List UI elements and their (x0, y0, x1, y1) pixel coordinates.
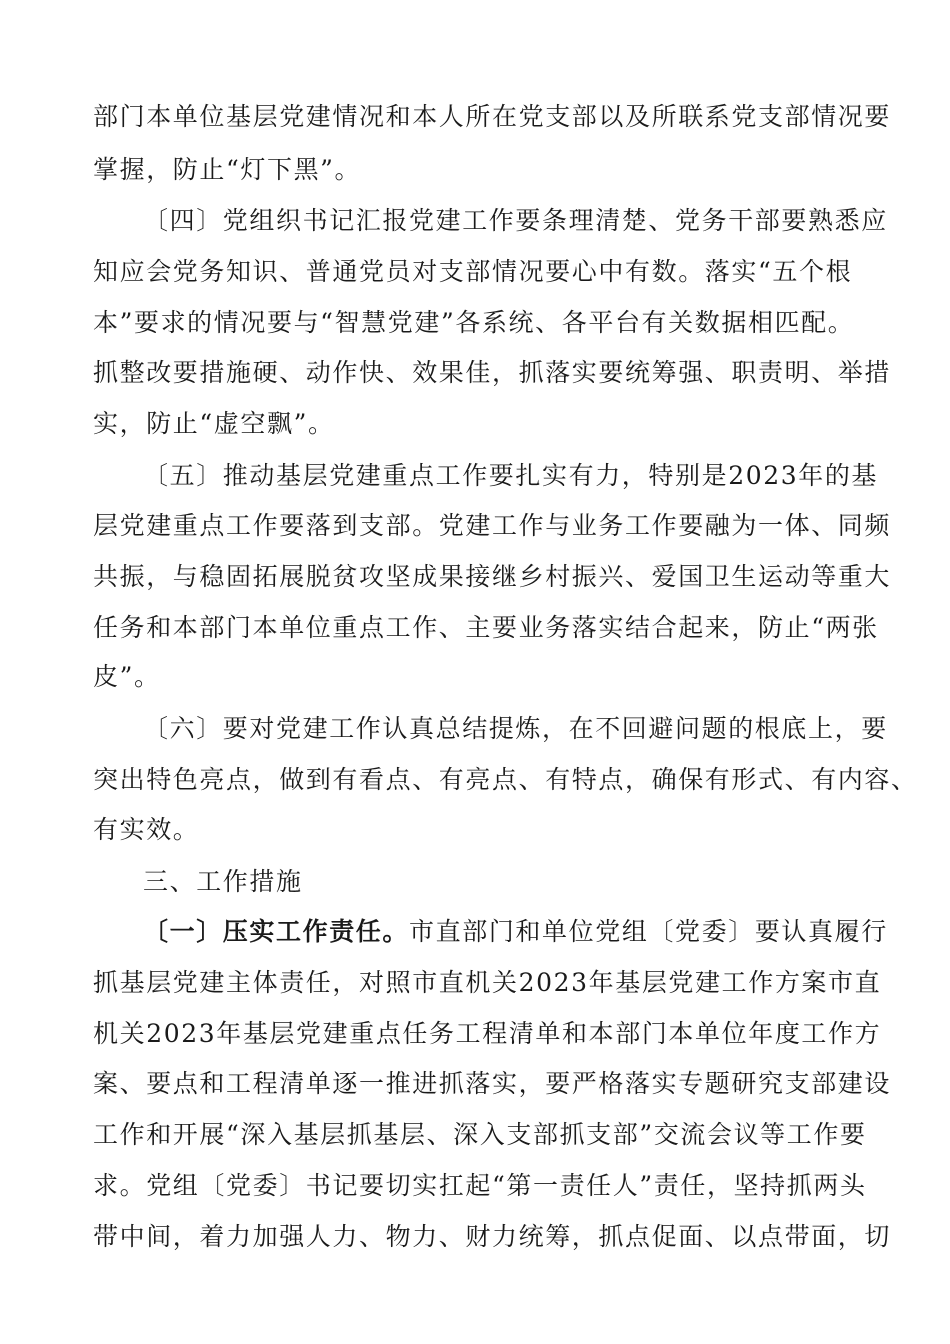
paragraph-line: 〔四〕党组织书记汇报党建工作要条理清楚、党务干部要熟悉应 (143, 206, 888, 235)
paragraph-line: 求。党组〔党委〕书记要切实扛起“第一责任人”责任，坚持抓两头 (93, 1171, 867, 1200)
paragraph-line: 〔五〕推动基层党建重点工作要扎实有力，特别是2023年的基 (143, 461, 879, 490)
paragraph-line: 机关2023年基层党建重点任务工程清单和本部门本单位年度工作方 (93, 1019, 882, 1048)
paragraph-line: 突出特色亮点，做到有看点、有亮点、有特点，确保有形式、有内容、 (93, 765, 918, 794)
paragraph-line (143, 912, 888, 952)
paragraph-line: 掌握，防止“灯下黑”。 (93, 155, 362, 184)
paragraph-line: 抓基层党建主体责任，对照市直机关2023年基层党建工作方案市直 (93, 968, 882, 997)
paragraph-line: 知应会党务知识、普通党员对支部情况要心中有数。落实“五个根 (93, 257, 853, 286)
paragraph-line: 案、要点和工程清单逐一推进抓落实，要严格落实专题研究支部建设 (93, 1069, 892, 1098)
section-heading: 三、工作措施 (143, 867, 303, 896)
paragraph-line: 本”要求的情况要与“智慧党建”各系统、各平台有关数据相匹配。 (93, 308, 855, 337)
paragraph-line: 实，防止“虚空飘”。 (93, 409, 335, 438)
paragraph-line: 工作和开展“深入基层抓基层、深入支部抓支部”交流会议等工作要 (93, 1120, 867, 1149)
paragraph-line: 有实效。 (93, 815, 200, 844)
paragraph-line: 部门本单位基层党建情况和本人所在党支部以及所联系党支部情况要 (93, 102, 892, 131)
subsection-title: 〔一〕压实工作责任。 (143, 917, 410, 946)
paragraph-line: 任务和本部门本单位重点工作、主要业务落实结合起来，防止“两张 (93, 613, 879, 642)
paragraph-line: 带中间，着力加强人力、物力、财力统筹，抓点促面、以点带面，切 (93, 1222, 892, 1251)
paragraph-text: 市直部门和单位党组〔党委〕要认真履行 (409, 917, 888, 946)
paragraph-line: 抓整改要措施硬、动作快、效果佳，抓落实要统筹强、职责明、举措 (93, 358, 892, 387)
paragraph-line: 皮”。 (93, 662, 161, 691)
paragraph-line: 层党建重点工作要落到支部。党建工作与业务工作要融为一体、同频 (93, 511, 892, 540)
paragraph-line: 〔六〕要对党建工作认真总结提炼，在不回避问题的根底上，要 (143, 714, 888, 743)
paragraph-line: 共振，与稳固拓展脱贫攻坚成果接继乡村振兴、爱国卫生运动等重大 (93, 562, 892, 591)
